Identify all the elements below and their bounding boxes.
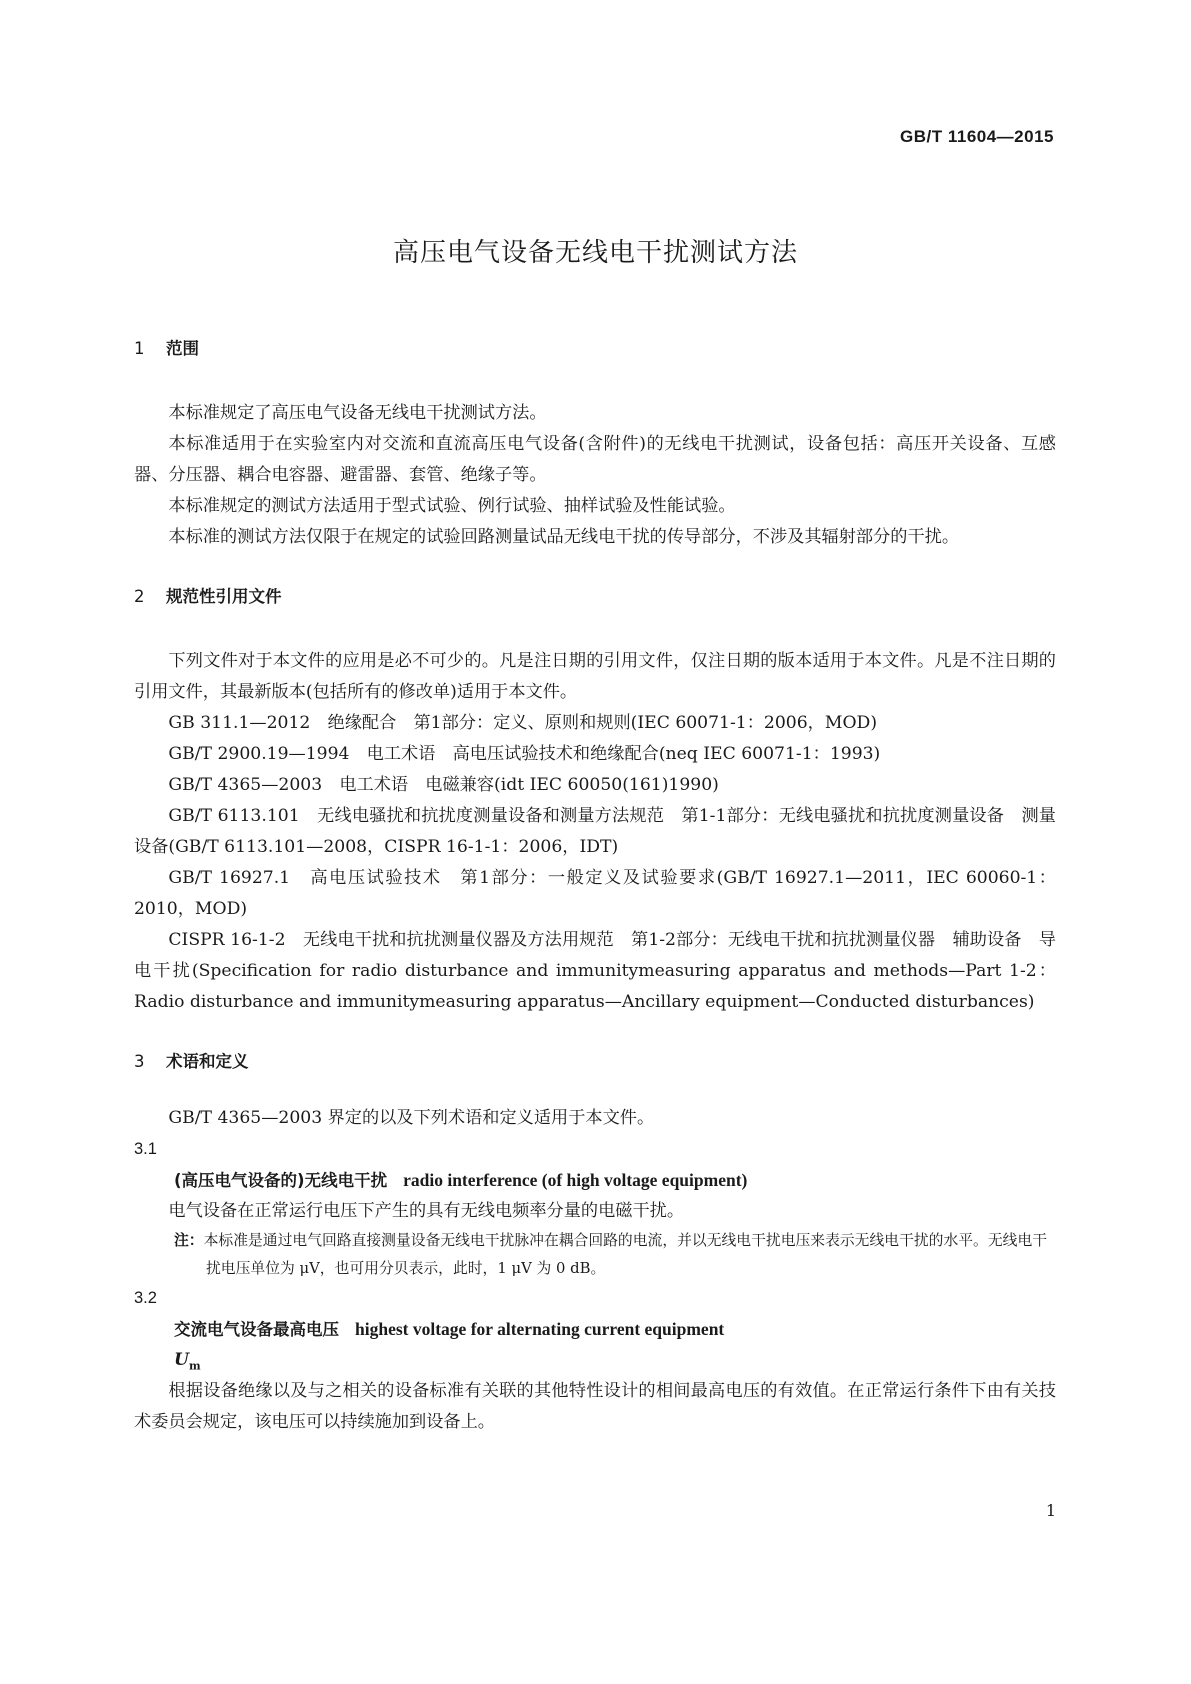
section-number: 2 (134, 587, 145, 606)
section-title: 规范性引用文件 (166, 587, 282, 606)
paragraph: GB/T 4365—2003 界定的以及下列术语和定义适用于本文件。 (168, 1108, 655, 1128)
reference-item: GB/T 6113.101 无线电骚扰和抗扰度测量设备和测量方法规范 第1-1部分：无线电骚扰和抗扰度测量设备 测量设备(GB/T 6113.101—2008，CISPR 16-1-1：2006，IDT) (134, 806, 1056, 857)
symbol-subscript: m (189, 1359, 201, 1373)
reference-item: GB/T 16927.1 高电压试验技术 第1部分：一般定义及试验要求(GB/T 16927.1—2011，IEC 60060-1：2010，MOD) (134, 868, 1056, 919)
term-entry (134, 1314, 1056, 1345)
document-body (134, 333, 1056, 1438)
term-chinese: 交流电气设备最高电压 (174, 1320, 339, 1339)
section-heading-normative-references (134, 581, 1056, 612)
term-number: 3.2 (134, 1289, 157, 1307)
paragraph: 本标准规定的测试方法适用于型式试验、例行试验、抽样试验及性能试验。 (168, 496, 736, 516)
section-heading-terms-definitions (134, 1046, 1056, 1077)
term-english: highest voltage for alternating current equipment (355, 1319, 725, 1339)
section-number: 3 (134, 1052, 145, 1071)
reference-item: GB/T 4365—2003 电工术语 电磁兼容(idt IEC 60050(161)1990) (168, 775, 719, 795)
section-heading-scope (134, 333, 1056, 364)
term-entry (134, 1165, 1056, 1196)
document-title: 高压电气设备无线电干扰测试方法 (392, 238, 798, 268)
reference-item: GB/T 2900.19—1994 电工术语 高电压试验技术和绝缘配合(neq IEC 60071-1：1993) (168, 744, 881, 764)
paragraph: 本标准规定了高压电气设备无线电干扰测试方法。 (168, 403, 547, 423)
note-text: 本标准是通过电气回路直接测量设备无线电干扰脉冲在耦合回路的电流，并以无线电干扰电压来表示无线电干扰的水平。无线电干扰电压单位为 μV，也可用分贝表示，此时，1 μV 为 0 dB。 (203, 1232, 1048, 1277)
symbol-letter: U (174, 1350, 189, 1370)
section-title: 术语和定义 (166, 1052, 249, 1071)
term-number: 3.1 (134, 1140, 157, 1158)
term-symbol (134, 1345, 1056, 1376)
reference-item: CISPR 16-1-2 无线电干扰和抗扰测量仪器及方法用规范 第1-2部分：无线电干扰和抗扰测量仪器 辅助设备 导电干扰(Specification for radio disturbance and immunitymeasuring apparatus and methods—Part 1-2：Radio disturbance and immunitymeasuring apparatus—Ancillary equipment—Conducted disturbances) (134, 930, 1056, 1012)
standard-code: GB/T 11604—2015 (900, 127, 1054, 146)
term-definition: 根据设备绝缘以及与之相关的设备标准有关联的其他特性设计的相间最高电压的有效值。在正常运行条件下由有关技术委员会规定，该电压可以持续施加到设备上。 (134, 1381, 1056, 1432)
paragraph: 下列文件对于本文件的应用是必不可少的。凡是注日期的引用文件，仅注日期的版本适用于本文件。凡是不注日期的引用文件，其最新版本(包括所有的修改单)适用于本文件。 (134, 651, 1056, 702)
reference-item: GB 311.1—2012 绝缘配合 第1部分：定义、原则和规则(IEC 60071-1：2006，MOD) (168, 713, 878, 733)
page-number: 1 (1045, 1501, 1056, 1520)
term-chinese: (高压电气设备的)无线电干扰 (174, 1171, 388, 1190)
section-number: 1 (134, 339, 145, 358)
term-definition: 电气设备在正常运行电压下产生的具有无线电频率分量的电磁干扰。 (168, 1201, 685, 1221)
paragraph: 本标准的测试方法仅限于在规定的试验回路测量试品无线电干扰的传导部分，不涉及其辐射部分的干扰。 (168, 527, 960, 547)
term-english: radio interference (of high voltage equipment) (403, 1170, 748, 1190)
note-label: 注： (174, 1232, 204, 1249)
paragraph: 本标准适用于在实验室内对交流和直流高压电气设备(含附件)的无线电干扰测试，设备包括：高压开关设备、互感器、分压器、耦合电容器、避雷器、套管、绝缘子等。 (134, 434, 1056, 485)
term-note (134, 1227, 1056, 1283)
section-title: 范围 (166, 339, 199, 358)
